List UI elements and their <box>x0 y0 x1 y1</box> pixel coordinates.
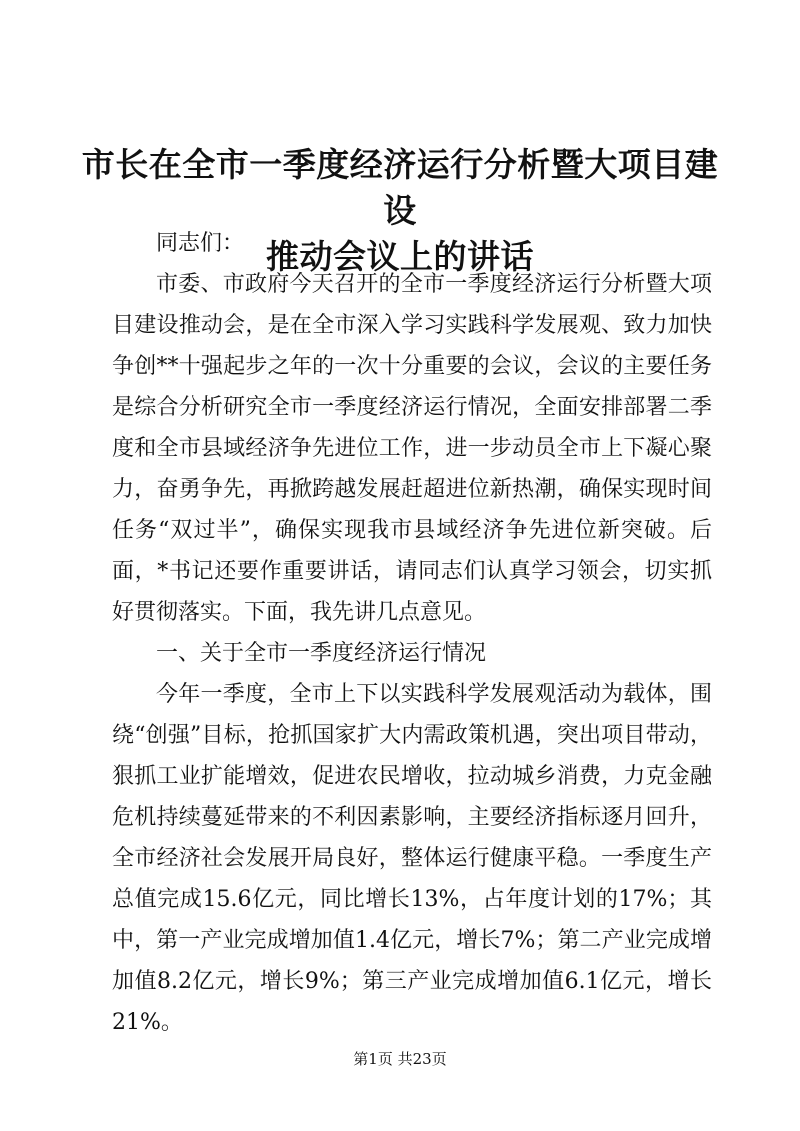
paragraph-intro: 市委、市政府今天召开的全市一季度经济运行分析暨大项目建设推动会，是在全市深入学习实践科学发展观、致力加快争创**十强起步之年的一次十分重要的会议，会议的主要任务是综合分析研究全市一季度经济运行情况，全面安排部署二季度和全市县域经济争先进位工作，进一步动员全市上下凝心聚力，奋勇争先，再掀跨越发展赶超进位新热潮，确保实现时间任务“双过半”，确保实现我市县域经济争先进位新突破。后面，*书记还要作重要讲话，请同志们认真学习领会，切实抓好贯彻落实。下面，我先讲几点意见。 <box>112 272 712 625</box>
section-heading: 一、关于全市一季度经济运行情况 <box>156 641 487 666</box>
title-line-2: 推动会议上的讲话 <box>266 237 534 276</box>
paragraph-economy: 今年一季度，全市上下以实践科学发展观活动为载体，围绕“创强”目标，抢抓国家扩大内需政策机遇，突出项目带动，狠抓工业扩能增效，促进农民增收，拉动城乡消费，力克金融危机持续蔓延带来的不利因素影响，主要经济指标逐月回升，全市经济社会发展开局良好，整体运行健康平稳。一季度生产总值完成15.6亿元，同比增长13%，占年度计划的17%；其中，第一产业完成增加值1.4亿元，增长7%；第二产业完成增加值8.2亿元，增长9%；第三产业完成增加值6.1亿元，增长21%。 <box>112 682 712 1035</box>
salutation: 同志们： <box>156 231 245 256</box>
page-footer: 第1页 共23页 <box>353 1050 447 1068</box>
document-body <box>112 223 712 1043</box>
title-line-1: 市长在全市一季度经济运行分析暨大项目建设 <box>81 145 719 230</box>
